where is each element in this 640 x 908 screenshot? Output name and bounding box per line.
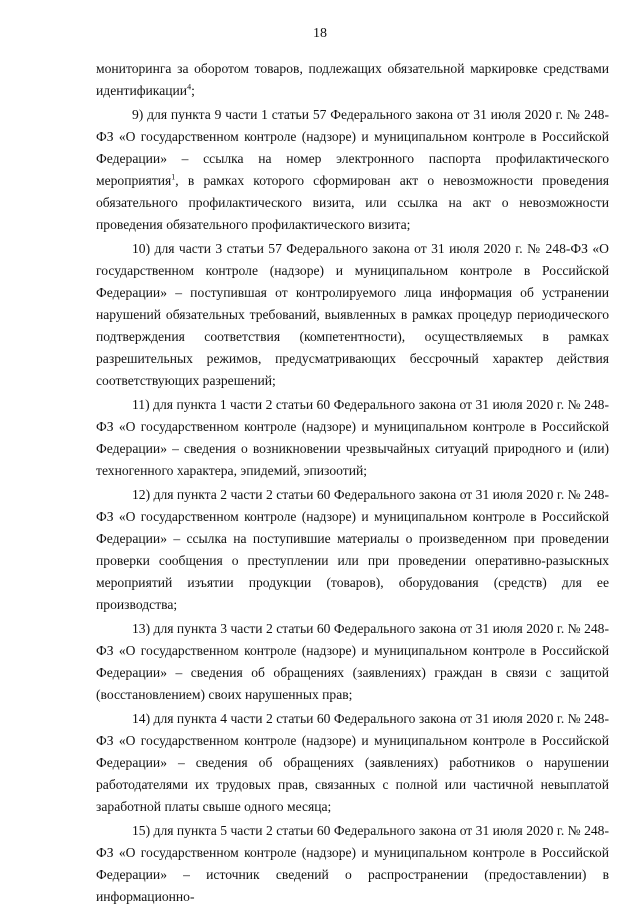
paragraph-text: 9) для пункта 9 части 1 статьи 57 Федерального закона от 31 июля 2020 г. № 248-ФЗ «О государственном контроле (надзоре) и муниципальном контроле в Российской Федерации» – ссылка на номер электронного паспорта профилактического мероприятия: [96, 107, 609, 188]
paragraph-item-9: [96, 104, 609, 236]
paragraph-item-11: 11) для пункта 1 части 2 статьи 60 Федерального закона от 31 июля 2020 г. № 248-ФЗ «О государственном контроле (надзоре) и муниципальном контроле в Российской Федерации» – сведения о возникновении чрезвычайных ситуаций природного и (или) техногенного характера, эпидемий, эпизоотий;: [96, 397, 609, 478]
footnote-ref: 4: [187, 82, 192, 92]
paragraph-text: , в рамках которого сформирован акт о невозможности проведения обязательного профилактического визита, или ссылка на акт о невозможности проведения обязательного профилактического визита;: [96, 173, 609, 232]
page-number: 18: [313, 26, 327, 41]
paragraph-item-10: 10) для части 3 статьи 57 Федерального закона от 31 июля 2020 г. № 248-ФЗ «О государственном контроле (надзоре) и муниципальном контроле в Российской Федерации» – поступившая от контролируемого лица информация об устранении нарушений обязательных требований, выявленных в рамках процедур периодического подтверждения соответствия (компетентности), осуществляемых в рамках разрешительных режимов, предусматривающих бессрочный характер действия соответствующих разрешений;: [96, 241, 609, 388]
paragraph-text: ;: [191, 83, 195, 98]
paragraph-text: мониторинга за оборотом товаров, подлежащих обязательной маркировке средствами идентификации: [96, 61, 609, 98]
paragraph-item-14: 14) для пункта 4 части 2 статьи 60 Федерального закона от 31 июля 2020 г. № 248-ФЗ «О государственном контроле (надзоре) и муниципальном контроле в Российской Федерации» – сведения об обращениях (заявлениях) работников о нарушении работодателями их трудовых прав, связанных с полной или частичной невыплатой заработной платы свыше одного месяца;: [96, 711, 609, 814]
paragraph-item-15: 15) для пункта 5 части 2 статьи 60 Федерального закона от 31 июля 2020 г. № 248-ФЗ «О государственном контроле (надзоре) и муниципальном контроле в Российской Федерации» – источник сведений о распространении (предоставлении) в информационно-: [96, 823, 609, 904]
paragraph-item-12: 12) для пункта 2 части 2 статьи 60 Федерального закона от 31 июля 2020 г. № 248-ФЗ «О государственном контроле (надзоре) и муниципальном контроле в Российской Федерации» – ссылка на поступившие материалы о произведенном при проведении проверки сообщения о преступлении или при проведении оперативно-разыскных мероприятий изъятии продукции (товаров), оборудования (средств) для ее производства;: [96, 487, 609, 612]
paragraph-item-13: 13) для пункта 3 части 2 статьи 60 Федерального закона от 31 июля 2020 г. № 248-ФЗ «О государственном контроле (надзоре) и муниципальном контроле в Российской Федерации» – сведения об обращениях (заявлениях) граждан в связи с защитой (восстановлением) своих нарушенных прав;: [96, 621, 609, 702]
footnote-ref: 1: [171, 172, 176, 182]
document-body: [96, 58, 609, 908]
paragraph-continuation: [96, 58, 609, 102]
